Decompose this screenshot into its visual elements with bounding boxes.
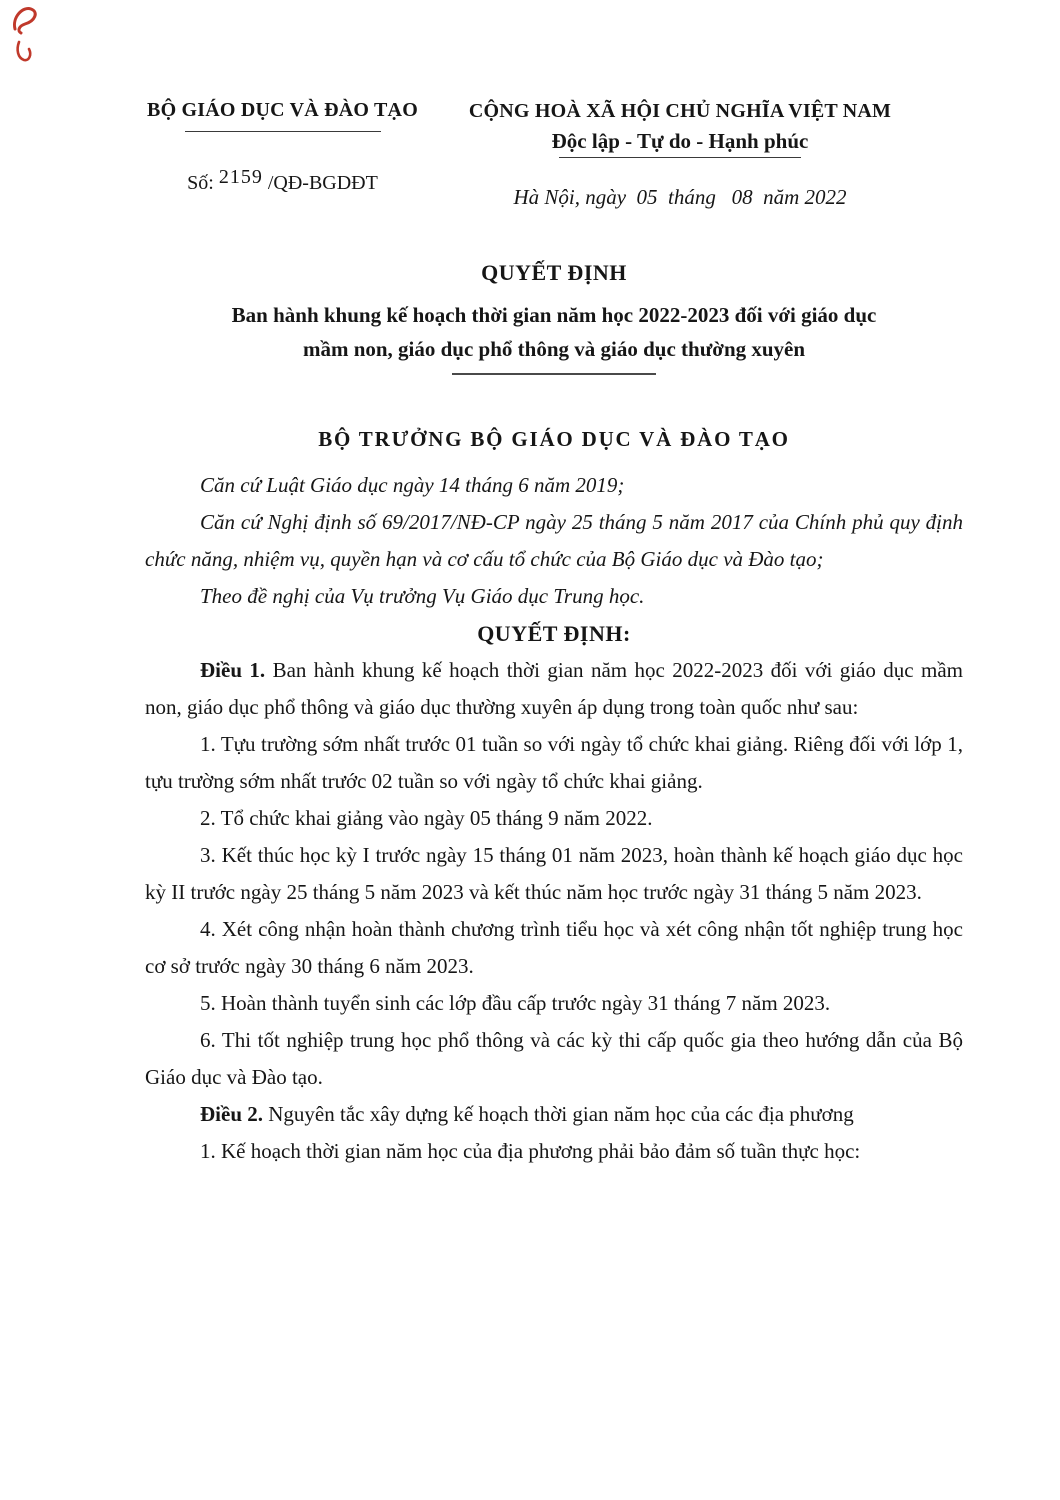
decision-heading: QUYẾT ĐỊNH: xyxy=(477,621,631,646)
decision-title: QUYẾT ĐỊNH xyxy=(481,260,627,285)
document-body xyxy=(145,258,963,1170)
article-2-intro xyxy=(145,1096,963,1133)
article-1-item-4: 4. Xét công nhận hoàn thành chương trình tiểu học và xét công nhận tốt nghiệp trung học cơ sở trước ngày 30 tháng 6 năm 2023. xyxy=(145,917,963,978)
decision-subtitle-line2: mầm non, giáo dục phổ thông và giáo dục thường xuyên xyxy=(302,337,806,361)
place-and-date: Hà Nội, ngày 05 tháng 08 năm 2022 xyxy=(513,185,847,209)
article-2-intro-text: Nguyên tắc xây dựng kế hoạch thời gian năm học của các địa phương xyxy=(268,1102,854,1126)
document-number-value: 2159 xyxy=(218,166,263,188)
issuing-org-block xyxy=(120,96,445,196)
org-underline xyxy=(185,131,381,132)
article-1-item-1: 1. Tựu trường sớm nhất trước 01 tuần so với ngày tổ chức khai giảng. Riêng đối với lớp 1, tựu trường sớm nhất trước 02 tuần so với ngày tổ chức khai giảng. xyxy=(145,732,963,793)
national-motto: Độc lập - Tự do - Hạnh phúc xyxy=(551,129,809,153)
issuer-title: BỘ TRƯỞNG BỘ GIÁO DỤC VÀ ĐÀO TẠO xyxy=(318,427,790,451)
article-2-label: Điều 2. xyxy=(200,1102,263,1126)
document-number-label: Số: xyxy=(187,172,214,194)
legal-basis-paragraph-1: Căn cứ Luật Giáo dục ngày 14 tháng 6 năm 2019; xyxy=(200,473,625,497)
article-1-item-2: 2. Tổ chức khai giảng vào ngày 05 tháng 9 năm 2022. xyxy=(200,806,653,830)
decision-subtitle-line1: Ban hành khung kế hoạch thời gian năm học 2022-2023 đối với giáo dục xyxy=(231,303,877,327)
document-number-symbol: /QĐ-BGDĐT xyxy=(267,172,378,194)
decision-subtitle xyxy=(145,298,963,375)
legal-basis-section xyxy=(145,467,963,615)
issuing-org-name: BỘ GIÁO DỤC VÀ ĐÀO TẠO xyxy=(147,99,418,121)
article-1-item-6: 6. Thi tốt nghiệp trung học phổ thông và các kỳ thi cấp quốc gia theo hướng dẫn của Bộ Giáo dục và Đào tạo. xyxy=(145,1028,963,1089)
motto-underline xyxy=(559,157,801,158)
article-1-item-5: 5. Hoàn thành tuyển sinh các lớp đầu cấp trước ngày 31 tháng 7 năm 2023. xyxy=(200,991,831,1015)
article-1-item-3: 3. Kết thúc học kỳ I trước ngày 15 tháng 01 năm 2023, hoàn thành kế hoạch giáo dục học kỳ II trước ngày 25 tháng 5 năm 2023 và kết thúc năm học trước ngày 31 tháng 5 năm 2023. xyxy=(145,843,963,904)
country-name: CỘNG HOÀ XÃ HỘI CHỦ NGHĨA VIỆT NAM xyxy=(468,100,892,122)
document-number xyxy=(120,166,445,196)
article-2-item-1: 1. Kế hoạch thời gian năm học của địa phương phải bảo đảm số tuần thực học: xyxy=(200,1139,861,1163)
article-1-intro xyxy=(145,652,963,726)
article-1-intro-text: Ban hành khung kế hoạch thời gian năm học 2022-2023 đối với giáo dục mầm non, giáo dục phổ thông và giáo dục thường xuyên áp dụng trong toàn quốc như sau: xyxy=(145,658,963,719)
article-1-label: Điều 1. xyxy=(200,658,266,682)
red-pen-mark-icon xyxy=(6,2,48,71)
national-motto-header xyxy=(466,98,894,210)
legal-basis-paragraph-2: Căn cứ Nghị định số 69/2017/NĐ-CP ngày 25 tháng 5 năm 2017 của Chính phủ quy định chức năng, nhiệm vụ, quyền hạn và cơ cấu tổ chức của Bộ Giáo dục và Đào tạo; xyxy=(145,510,963,571)
title-underline xyxy=(452,373,656,375)
legal-basis-paragraph-3: Theo đề nghị của Vụ trưởng Vụ Giáo dục Trung học. xyxy=(200,584,645,608)
